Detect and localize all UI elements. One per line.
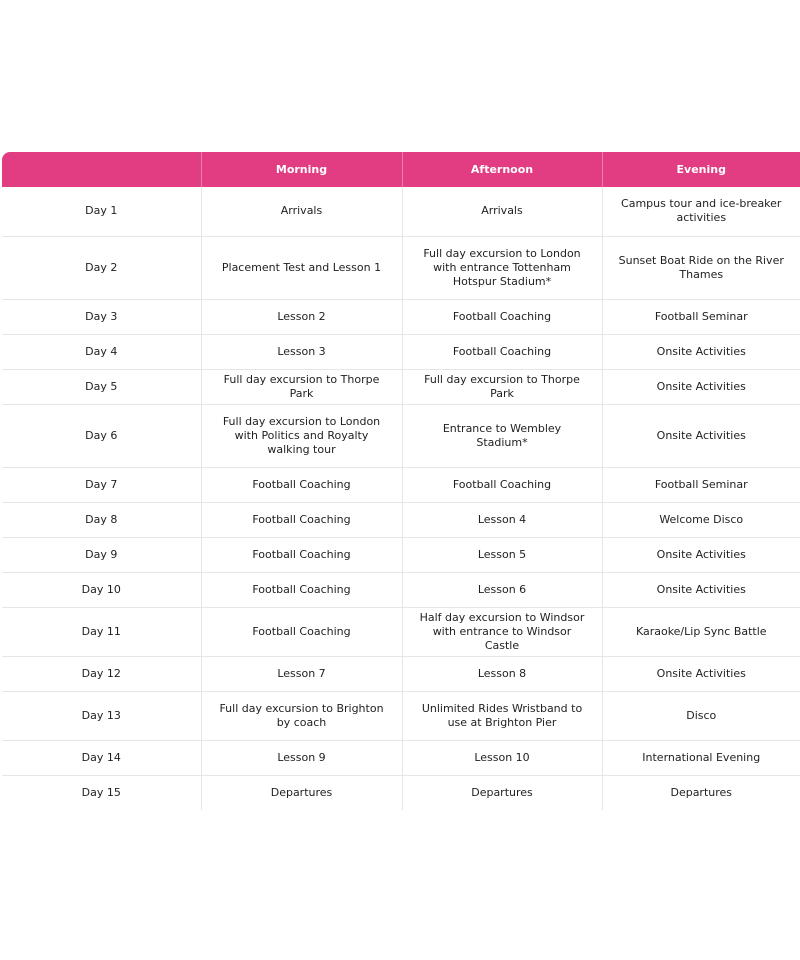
evening-cell: Sunset Boat Ride on the River Thames bbox=[602, 236, 800, 299]
day-cell: Day 9 bbox=[2, 537, 201, 572]
afternoon-cell: Full day excursion to London with entrance Tottenham Hotspur Stadium* bbox=[402, 236, 602, 299]
afternoon-cell: Arrivals bbox=[402, 187, 602, 236]
morning-cell: Full day excursion to Thorpe Park bbox=[201, 369, 402, 404]
table-row bbox=[2, 369, 800, 404]
day-cell: Day 3 bbox=[2, 299, 201, 334]
evening-cell: Onsite Activities bbox=[602, 656, 800, 691]
morning-cell: Football Coaching bbox=[201, 502, 402, 537]
evening-cell: Karaoke/Lip Sync Battle bbox=[602, 607, 800, 656]
morning-cell: Arrivals bbox=[201, 187, 402, 236]
day-cell: Day 2 bbox=[2, 236, 201, 299]
evening-cell: Football Seminar bbox=[602, 299, 800, 334]
morning-cell: Lesson 2 bbox=[201, 299, 402, 334]
day-cell: Day 5 bbox=[2, 369, 201, 404]
evening-cell: Onsite Activities bbox=[602, 334, 800, 369]
table-row bbox=[2, 236, 800, 299]
table-row bbox=[2, 187, 800, 236]
table-row bbox=[2, 656, 800, 691]
evening-cell: Onsite Activities bbox=[602, 572, 800, 607]
table-row bbox=[2, 740, 800, 775]
header-day bbox=[2, 152, 201, 187]
day-cell: Day 15 bbox=[81, 785, 121, 799]
day-cell: Day 10 bbox=[2, 572, 201, 607]
afternoon-cell: Lesson 4 bbox=[402, 502, 602, 537]
day-cell: Day 13 bbox=[2, 691, 201, 740]
morning-cell: Football Coaching bbox=[201, 537, 402, 572]
afternoon-cell: Full day excursion to Thorpe Park bbox=[402, 369, 602, 404]
afternoon-cell: Half day excursion to Windsor with entrance to Windsor Castle bbox=[402, 607, 602, 656]
table-row bbox=[2, 467, 800, 502]
evening-cell: Onsite Activities bbox=[602, 404, 800, 467]
morning-cell: Lesson 3 bbox=[201, 334, 402, 369]
table-row bbox=[2, 775, 800, 810]
day-cell: Day 7 bbox=[2, 467, 201, 502]
afternoon-cell: Lesson 5 bbox=[402, 537, 602, 572]
morning-cell: Full day excursion to London with Politics and Royalty walking tour bbox=[201, 404, 402, 467]
afternoon-cell: Entrance to Wembley Stadium* bbox=[402, 404, 602, 467]
day-cell: Day 1 bbox=[2, 187, 201, 236]
evening-cell: Welcome Disco bbox=[602, 502, 800, 537]
morning-cell: Placement Test and Lesson 1 bbox=[201, 236, 402, 299]
morning-cell: Football Coaching bbox=[201, 467, 402, 502]
afternoon-cell: Football Coaching bbox=[402, 299, 602, 334]
afternoon-cell: Football Coaching bbox=[402, 334, 602, 369]
header-row bbox=[2, 152, 800, 187]
evening-cell: Campus tour and ice-breaker activities bbox=[602, 187, 800, 236]
morning-cell: Lesson 9 bbox=[201, 740, 402, 775]
afternoon-cell: Unlimited Rides Wristband to use at Brighton Pier bbox=[402, 691, 602, 740]
evening-cell: Onsite Activities bbox=[602, 537, 800, 572]
evening-cell: Departures bbox=[602, 775, 800, 810]
schedule-header bbox=[2, 152, 800, 187]
header-afternoon: Afternoon bbox=[402, 152, 602, 187]
afternoon-cell: Lesson 6 bbox=[402, 572, 602, 607]
day-cell: Day 11 bbox=[2, 607, 201, 656]
morning-cell: Football Coaching bbox=[201, 572, 402, 607]
table-row bbox=[2, 404, 800, 467]
morning-cell: Football Coaching bbox=[201, 607, 402, 656]
header-morning: Morning bbox=[201, 152, 402, 187]
afternoon-cell: Lesson 10 bbox=[402, 740, 602, 775]
evening-cell: Onsite Activities bbox=[602, 369, 800, 404]
schedule-table bbox=[2, 152, 800, 810]
table-row bbox=[2, 537, 800, 572]
table-row bbox=[2, 299, 800, 334]
day-cell: Day 4 bbox=[2, 334, 201, 369]
table-row bbox=[2, 334, 800, 369]
schedule-body bbox=[2, 187, 800, 810]
morning-cell: Departures bbox=[201, 775, 402, 810]
afternoon-cell: Football Coaching bbox=[402, 467, 602, 502]
evening-cell: International Evening bbox=[602, 740, 800, 775]
morning-cell: Lesson 7 bbox=[201, 656, 402, 691]
table-row bbox=[2, 691, 800, 740]
afternoon-cell: Departures bbox=[402, 775, 602, 810]
header-evening: Evening bbox=[602, 152, 800, 187]
day-cell: Day 12 bbox=[2, 656, 201, 691]
evening-cell: Football Seminar bbox=[602, 467, 800, 502]
table-row bbox=[2, 572, 800, 607]
table-row bbox=[2, 502, 800, 537]
afternoon-cell: Lesson 8 bbox=[402, 656, 602, 691]
table-row bbox=[2, 607, 800, 656]
day-cell: Day 6 bbox=[2, 404, 201, 467]
evening-cell: Disco bbox=[602, 691, 800, 740]
morning-cell: Full day excursion to Brighton by coach bbox=[201, 691, 402, 740]
day-cell: Day 8 bbox=[2, 502, 201, 537]
day-cell: Day 14 bbox=[2, 740, 201, 775]
